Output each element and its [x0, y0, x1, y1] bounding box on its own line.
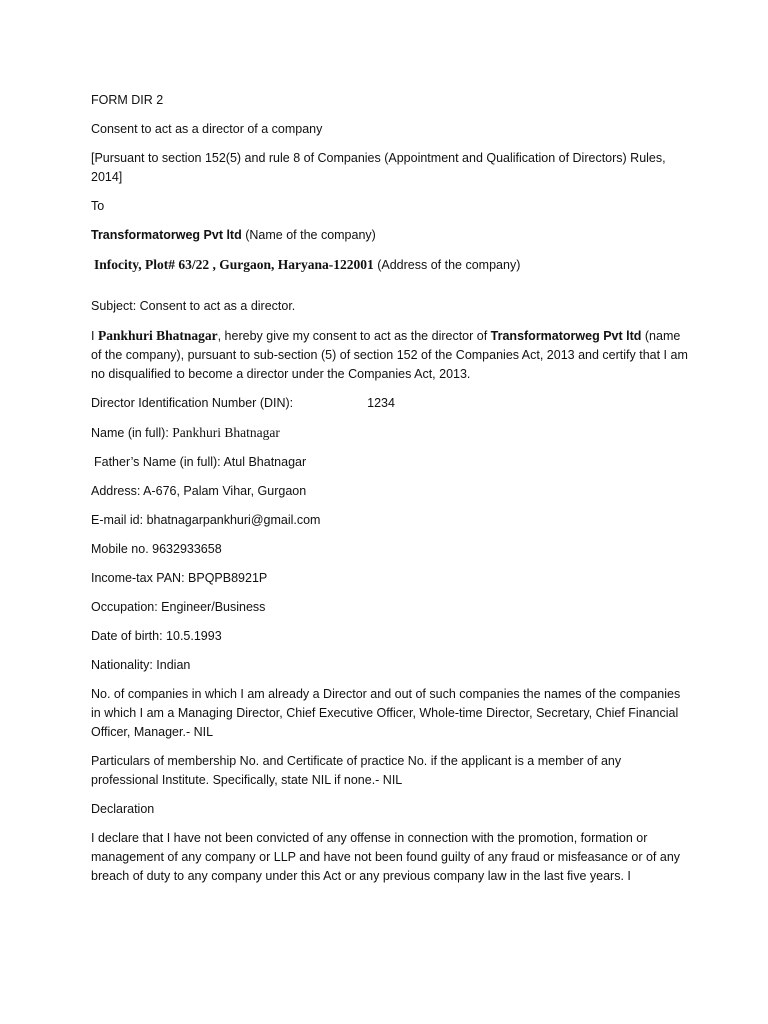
consent-middle: , hereby give my consent to act as the director of [217, 329, 491, 343]
company-address-line [91, 255, 691, 275]
document-body [91, 91, 691, 886]
name-line [91, 423, 691, 443]
dob-line: Date of birth: 10.5.1993 [91, 629, 222, 643]
name-value: Pankhuri Bhatnagar [172, 425, 280, 440]
din-label: Director Identification Number (DIN): [91, 396, 294, 410]
company-name: Transformatorweg Pvt ltd [91, 228, 242, 242]
company-name-line [91, 226, 691, 245]
pan-line: Income-tax PAN: BPQPB8921P [91, 571, 268, 585]
form-heading: Consent to act as a director of a company [91, 122, 323, 136]
consent-paragraph [91, 326, 691, 384]
companies-paragraph: No. of companies in which I am already a Director and out of such companies the names of the companies in which I am a Managing Director, Chief Executive Officer, Whole-time Director, Secretary, Chief Financial Officer, Manager.- NIL [91, 687, 681, 739]
occupation-line: Occupation: Engineer/Business [91, 600, 266, 614]
consent-rest: (name of the company), pursuant to sub-section (5) of section 152 of the Companies Act, 2013 and certify that I am no disqualified to become a director under the Companies Act, 2013. [91, 329, 688, 381]
consent-prefix: I [91, 329, 98, 343]
din-value: 1234 [367, 396, 395, 410]
din-line [91, 394, 691, 413]
declaration-heading: Declaration [91, 802, 155, 816]
membership-paragraph: Particulars of membership No. and Certificate of practice No. if the applicant is a member of any professional Institute. Specifically, state NIL if none.- NIL [91, 754, 622, 787]
consent-person: Pankhuri Bhatnagar [97, 328, 218, 343]
nationality-line: Nationality: Indian [91, 658, 191, 672]
mobile-line: Mobile no. 9632933658 [91, 542, 222, 556]
pursuant-text: [Pursuant to section 152(5) and rule 8 of Companies (Appointment and Qualification of Directors) Rules, 2014] [91, 151, 666, 184]
company-address-note: (Address of the company) [377, 258, 521, 272]
company-name-note: (Name of the company) [245, 228, 376, 242]
name-label: Name (in full): [91, 426, 173, 440]
form-title: FORM DIR 2 [91, 93, 164, 107]
father-name-line: Father’s Name (in full): Atul Bhatnagar [94, 455, 307, 469]
declaration-paragraph: I declare that I have not been convicted of any offense in connection with the promotion, formation or management of any company or LLP and have not been found guilty of any fraud or misfeasance or of any breach of duty to any company under this Act or any previous company law in the last five years. I [91, 831, 681, 883]
company-address: Infocity, Plot# 63/22 , Gurgaon, Haryana-122001 [94, 257, 374, 272]
email-line: E-mail id: bhatnagarpankhuri@gmail.com [91, 513, 321, 527]
consent-company: Transformatorweg Pvt ltd [490, 329, 642, 343]
address-line: Address: A-676, Palam Vihar, Gurgaon [91, 484, 307, 498]
to-label: To [91, 199, 105, 213]
subject-line: Subject: Consent to act as a director. [91, 299, 296, 313]
